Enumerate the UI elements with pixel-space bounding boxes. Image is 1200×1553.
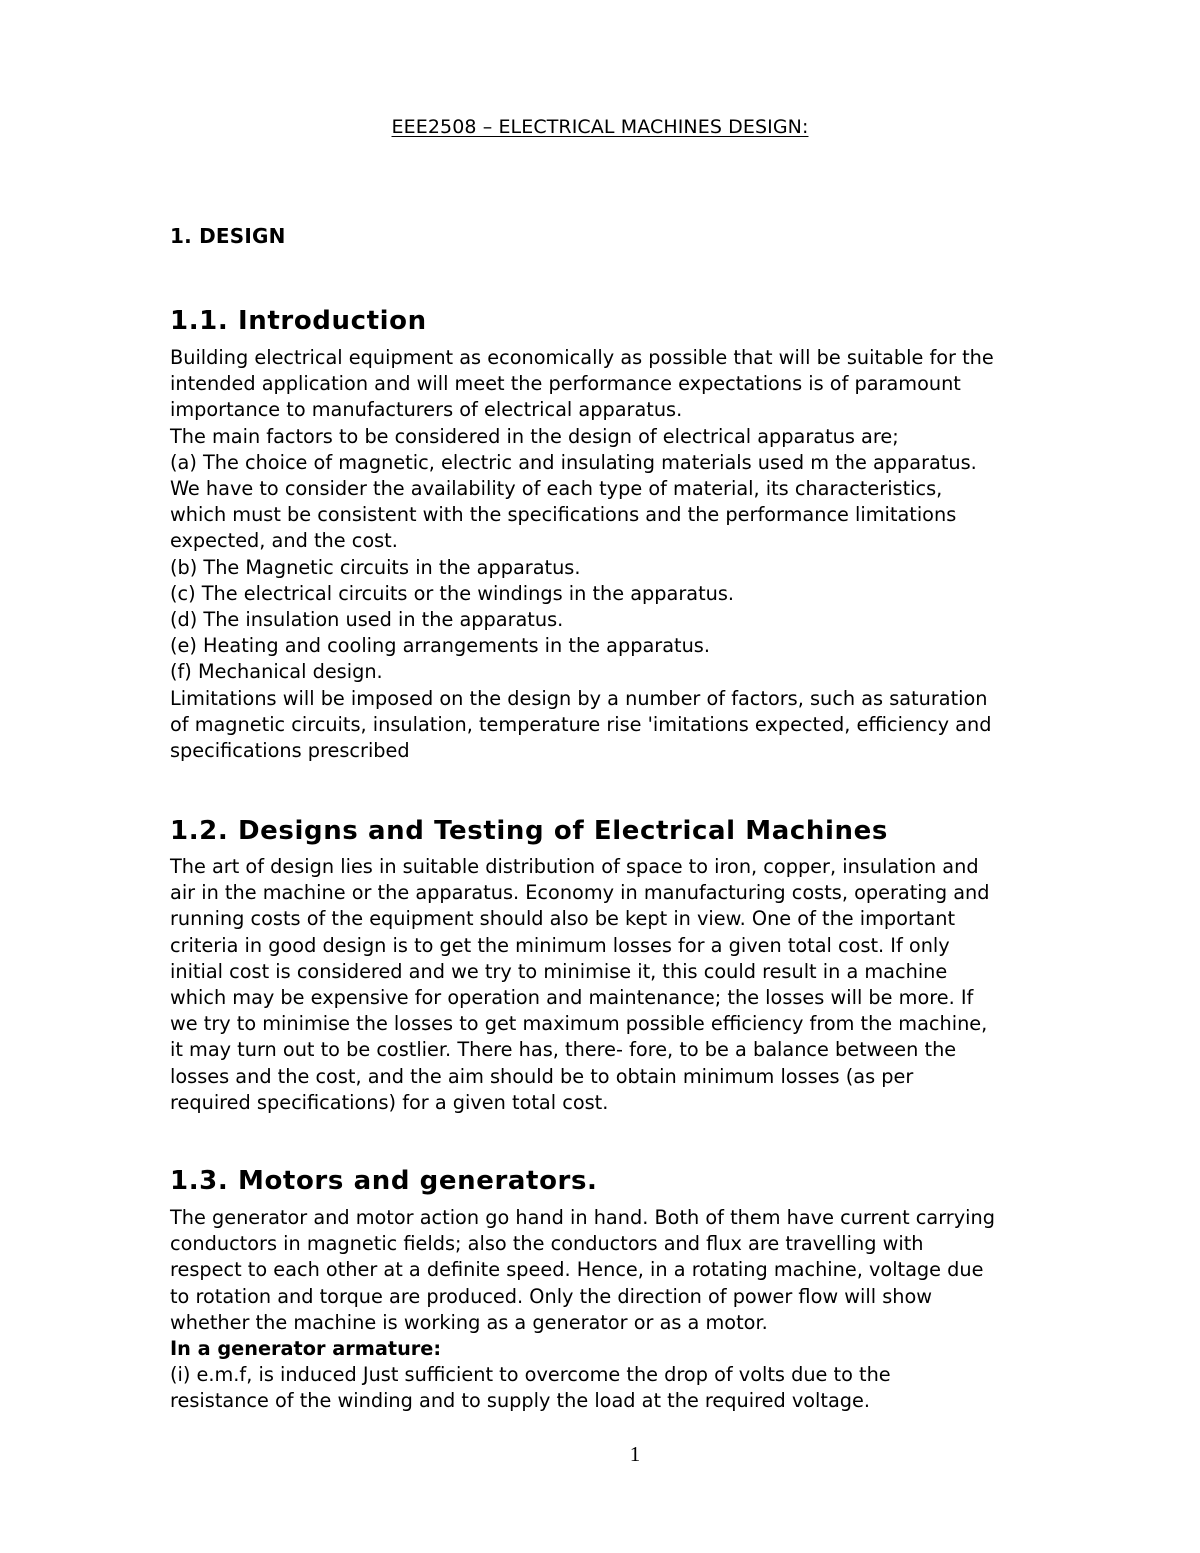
text-line: criteria in good design is to get the minimum losses for a given total cost. If only	[170, 933, 950, 957]
text-line: (a) The choice of magnetic, electric and insulating materials used m the apparatus.	[170, 450, 977, 474]
text-line: to rotation and torque are produced. Only the direction of power flow will show	[170, 1284, 933, 1308]
document-title: EEE2508 – ELECTRICAL MACHINES DESIGN:	[391, 116, 809, 138]
text-line: importance to manufacturers of electrical apparatus.	[170, 398, 683, 422]
text-line: initial cost is considered and we try to minimise it, this could result in a machine	[170, 959, 948, 983]
text-line: specifications prescribed	[170, 739, 410, 763]
section-heading-introduction: 1.1. Introduction	[170, 306, 427, 336]
text-line: expected, and the cost.	[170, 529, 398, 553]
text-line: running costs of the equipment should also be kept in view. One of the important	[170, 907, 956, 931]
text-line: we try to minimise the losses to get maximum possible efficiency from the machine,	[170, 1012, 988, 1036]
chapter-heading: 1. DESIGN	[170, 224, 286, 248]
section-body-designs-testing	[170, 854, 990, 1116]
text-line: losses and the cost, and the aim should be to obtain minimum losses (as per	[170, 1064, 914, 1088]
text-line: conductors in magnetic fields; also the conductors and flux are travelling with	[170, 1232, 924, 1256]
text-line: intended application and will meet the performance expectations is of paramount	[170, 372, 961, 396]
text-line: respect to each other at a definite speed. Hence, in a rotating machine, voltage due	[170, 1258, 984, 1282]
text-line: (f) Mechanical design.	[170, 660, 383, 684]
section-body-introduction	[170, 345, 994, 764]
section-heading-designs-testing: 1.2. Designs and Testing of Electrical Machines	[170, 816, 888, 846]
section-body-motors-generators	[170, 1205, 995, 1415]
text-line: The art of design lies in suitable distribution of space to iron, copper, insulation and	[170, 855, 979, 878]
text-line: Limitations will be imposed on the design by a number of factors, such as saturation	[170, 686, 988, 710]
text-line: of magnetic circuits, insulation, temperature rise 'imitations expected, efficiency and	[170, 712, 992, 736]
subheading-generator-armature: In a generator armature:	[170, 1337, 442, 1361]
text-line: Building electrical equipment as economically as possible that will be suitable for the	[170, 346, 994, 369]
page-number: 1	[629, 1442, 641, 1466]
text-line: which may be expensive for operation and maintenance; the losses will be more. If	[170, 986, 974, 1010]
text-line: resistance of the winding and to supply the load at the required voltage.	[170, 1389, 871, 1413]
text-line: which must be consistent with the specifications and the performance limitations	[170, 503, 957, 527]
text-line: (e) Heating and cooling arrangements in the apparatus.	[170, 634, 710, 658]
text-line: (c) The electrical circuits or the windings in the apparatus.	[170, 581, 735, 605]
text-line: The generator and motor action go hand in hand. Both of them have current carrying	[170, 1206, 995, 1229]
text-line: required specifications) for a given total cost.	[170, 1090, 609, 1114]
text-line: (b) The Magnetic circuits in the apparatus.	[170, 555, 581, 579]
section-heading-motors-generators: 1.3. Motors and generators.	[170, 1166, 598, 1196]
text-line: whether the machine is working as a generator or as a motor.	[170, 1310, 768, 1334]
text-line: The main factors to be considered in the design of electrical apparatus are;	[170, 424, 899, 448]
text-line: (d) The insulation used in the apparatus.	[170, 608, 564, 632]
text-line: air in the machine or the apparatus. Economy in manufacturing costs, operating and	[170, 881, 990, 905]
text-line: it may turn out to be costlier. There has, there- fore, to be a balance between the	[170, 1038, 957, 1062]
text-line: We have to consider the availability of each type of material, its characteristics,	[170, 477, 943, 501]
text-line: (i) e.m.f, is induced Just sufficient to overcome the drop of volts due to the	[170, 1363, 891, 1387]
